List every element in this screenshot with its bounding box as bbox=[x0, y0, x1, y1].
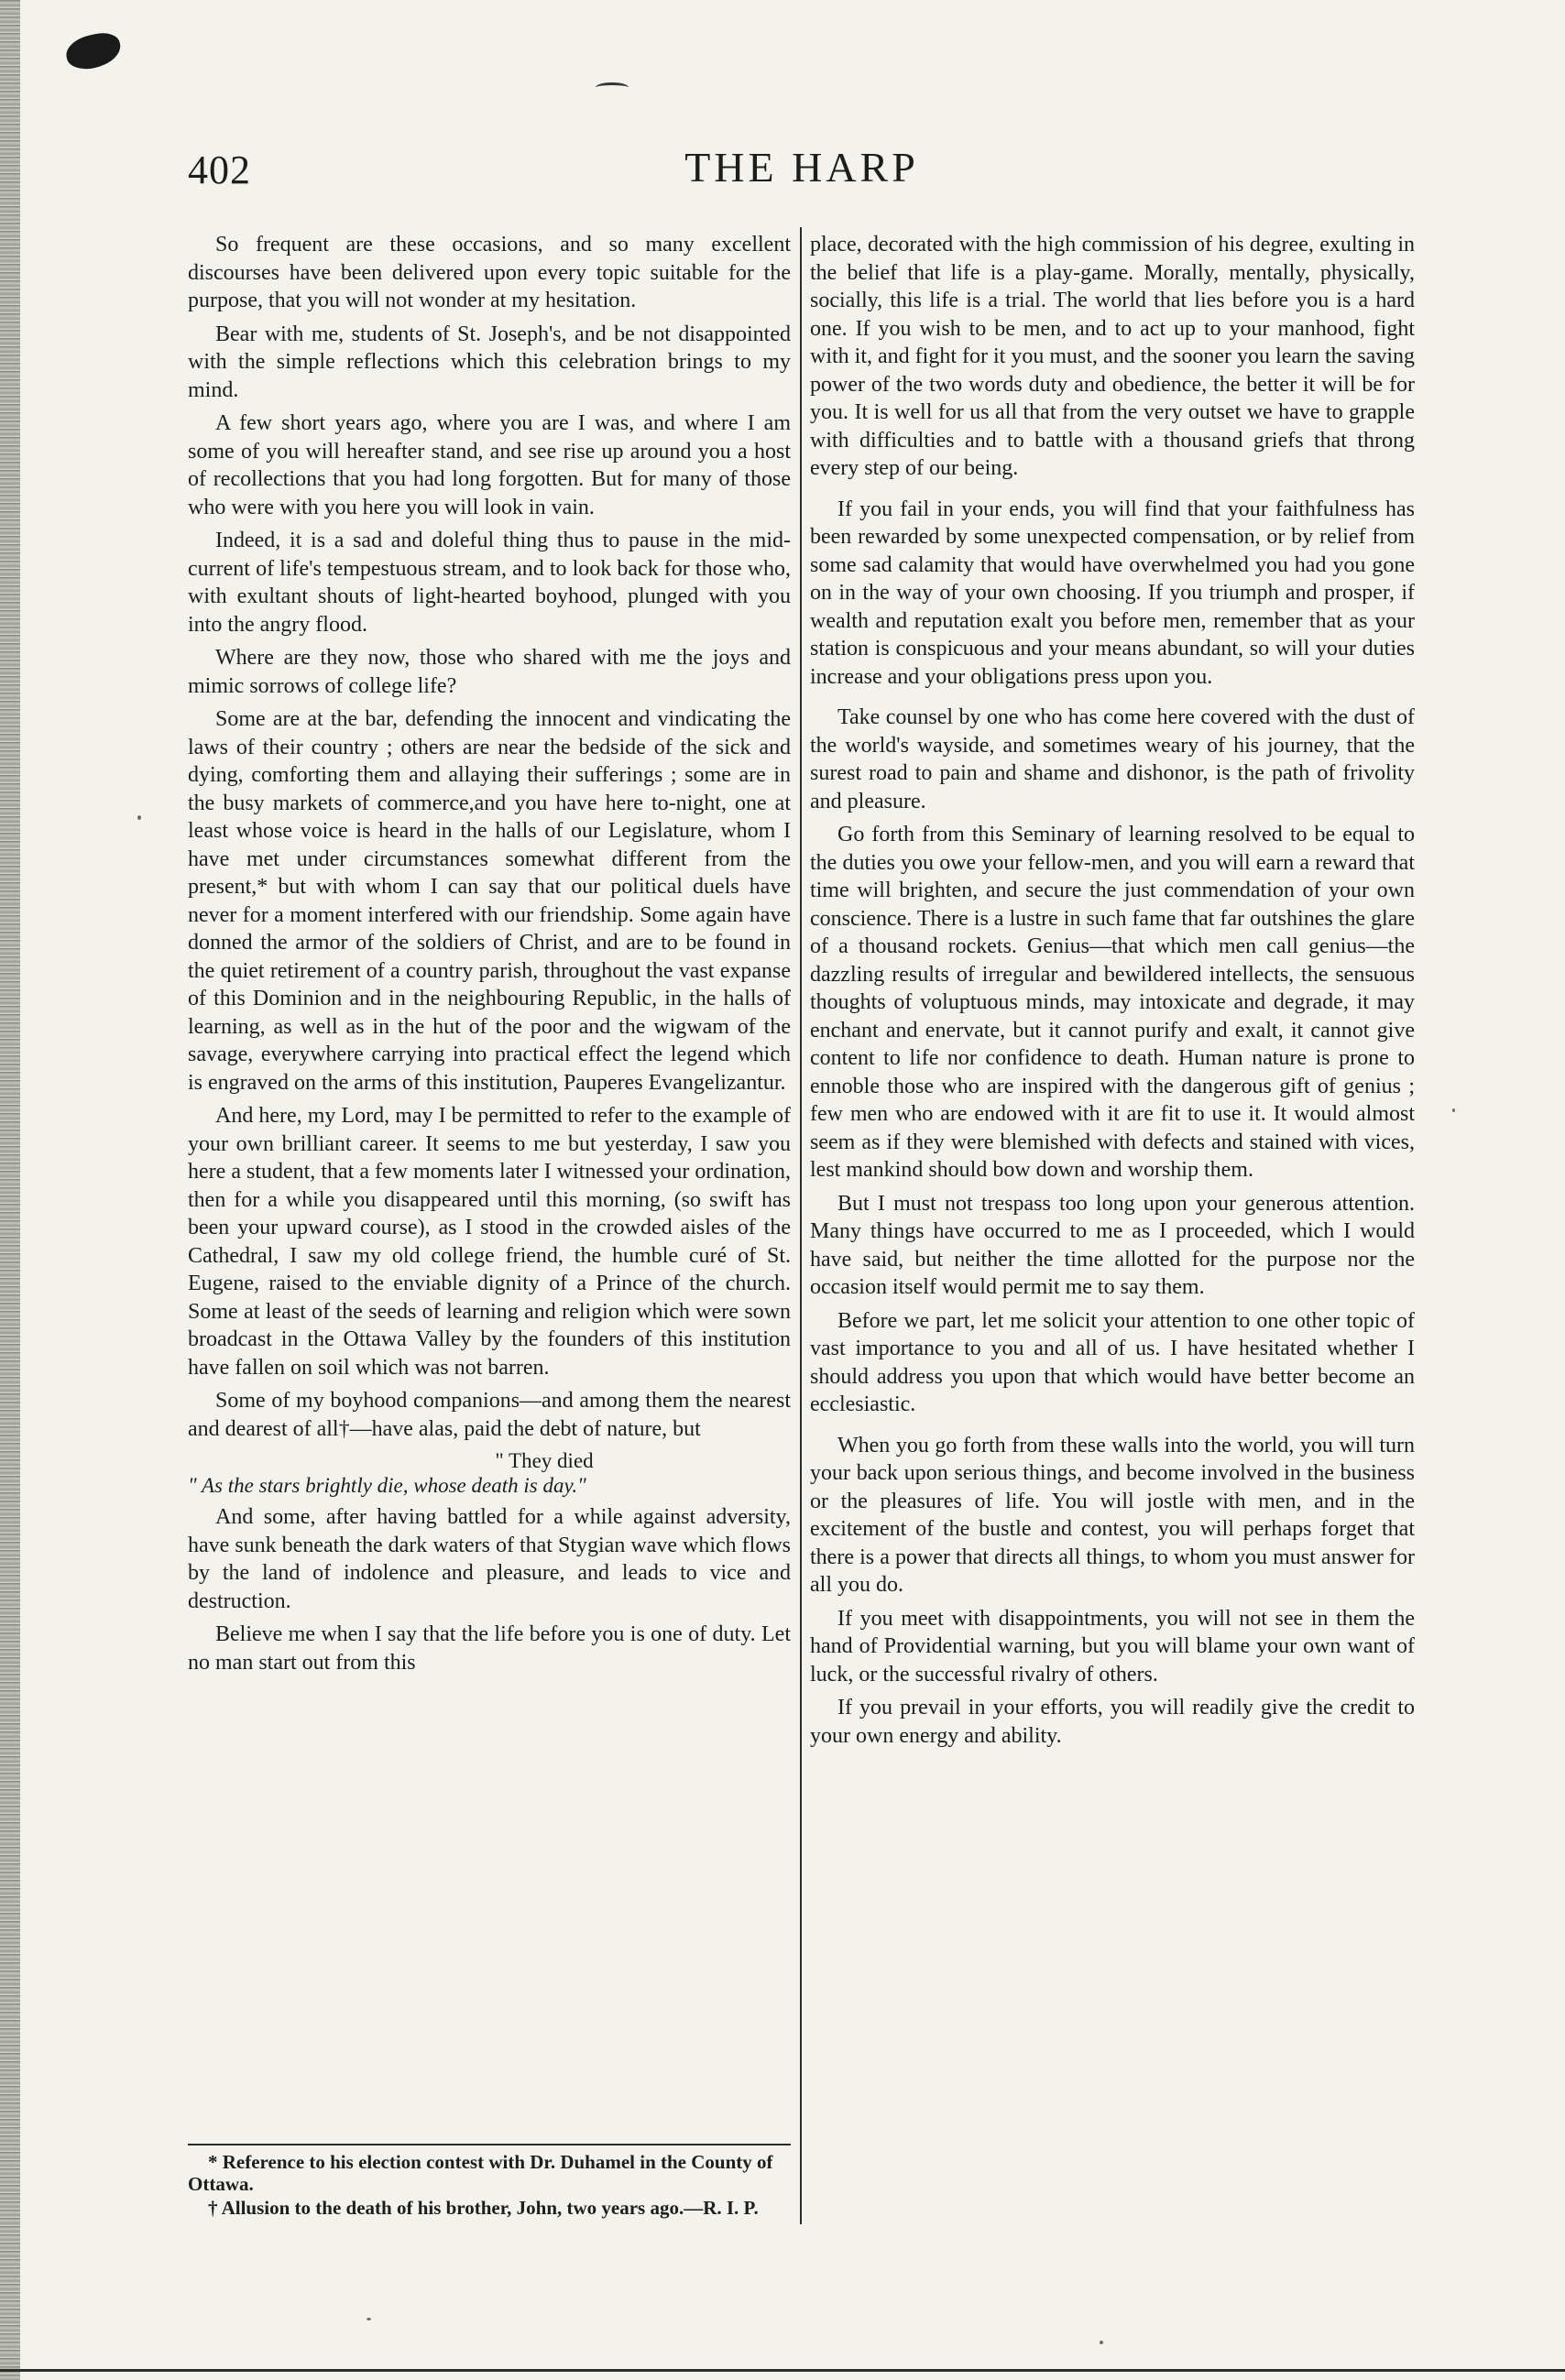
paragraph: place, decorated with the high commission of his degree, exulting in the belief that life is a play-game. Morally, mentally, physically, socially, this life is a trial. The world that lies before you is a hard one. If you wish to be men, and to act up to your manhood, fight with it, and fight for it you must, and the sooner you learn the saving power of the two words duty and obedience, the better it will be for you. It is well for us all that from the very outset we have to grapple with difficulties and to battle with a thousand griefs that throng every step of our being. bbox=[810, 233, 1415, 480]
paragraph: Go forth from this Seminary of learning resolved to be equal to the duties you owe your fellow-men, and you will earn a reward that time will brighten, and secure the just commendation of your own conscience. There is a lustre in such fame that far outshines the glare of a thousand rockets. Genius—that which men call genius—the dazzling results of irregular and bewildered intellects, the sensuous thoughts of voluptuous minds, may intoxicate and degrade, it may enchant and enervate, but it cannot purify and exalt, it cannot give content to life nor confidence to death. Human nature is prone to ennoble those who are inspired with the dangerous gift of genius ; few men who are endowed with it are fit to use it. It would almost seem as if they were blemished with defects and stained with vices, lest mankind should bow down and worship them. bbox=[810, 823, 1415, 1182]
quoted-verse bbox=[188, 1448, 791, 1498]
paragraph: Believe me when I say that the life before you is one of duty. Let no man start out from this bbox=[188, 1622, 791, 1675]
verse-line: " As the stars brightly die, whose death is day." bbox=[188, 1474, 586, 1497]
bottom-edge bbox=[0, 2369, 1565, 2372]
footnotes bbox=[188, 2144, 791, 2221]
paragraph: A few short years ago, where you are I was, and where I am some of you will hereafter stand, and see rise up around you a host of recollections that you had long forgotten. But for many of those who were with you here you will look in vain. bbox=[188, 411, 791, 519]
print-speck bbox=[1100, 2341, 1103, 2344]
page-number: 402 bbox=[188, 147, 251, 192]
paragraph: But I must not trespass too long upon your generous attention. Many things have occurred to me as I proceeded, which I would have said, but neither the time allotted for the purpose nor the occasion itself would permit me to say them. bbox=[810, 1191, 1415, 1299]
paragraph: When you go forth from these walls into the world, you will turn your back upon serious things, and become involved in the business or the pleasures of life. You will jostle with men, and in the excitement of the bustle and contest, you will perhaps forget that there is a power that directs all things, to whom you must answer for all you do. bbox=[810, 1433, 1415, 1597]
column-divider bbox=[800, 227, 802, 2224]
paragraph: Before we part, let me solicit your attention to one other topic of vast importance to you and all of us. I have hesitated whether I should address you upon that which would have better become an ecclesiastic. bbox=[810, 1308, 1415, 1416]
ink-mark bbox=[596, 82, 629, 93]
paragraph: Some of my boyhood companions—and among them the nearest and dearest of all†—have alas, paid the debt of nature, but bbox=[188, 1389, 791, 1441]
paragraph: Bear with me, students of St. Joseph's, and be not disappointed with the simple reflections which this celebration brings to my mind. bbox=[188, 322, 791, 402]
print-speck bbox=[1452, 1108, 1455, 1112]
page-header bbox=[188, 137, 1416, 202]
print-speck bbox=[137, 815, 141, 820]
running-head: THE HARP bbox=[684, 144, 919, 191]
paragraph: Some are at the bar, defending the innocent and vindicating the laws of their country ; others are near the bedside of the sick and dying, comforting them and allaying their sufferings ; some are in the busy markets of commerce,and you have here to-night, one at least whose voice is heard in the halls of our Legislature, whom I have met under circumstances somewhat different from the present,* but with whom I can say that our political duels have never for a moment interfered with our friendship. Some again have donned the armor of the soldiers of Christ, and are to be found in the quiet retirement of a country parish, throughout the vast expanse of this Dominion and in the neighbouring Republic, in the halls of learning, as well as in the hut of the poor and the wigwam of the savage, everywhere carrying into practical effect the legend which is engraved on the arms of this institution, Pauperes Evangelizantur. bbox=[188, 707, 791, 1095]
paragraph: Where are they now, those who shared with me the joys and mimic sorrows of college life? bbox=[188, 646, 791, 698]
paragraph: If you meet with disappointments, you will not see in them the hand of Providential warning, but you will blame your own want of luck, or the successful rivalry of others. bbox=[810, 1606, 1415, 1687]
paragraph: If you fail in your ends, you will find that your faithfulness has been rewarded by some unexpected compensation, or by relief from some sad calamity that would have overwhelmed you had you gone on in the way of your own choosing. If you triumph and prosper, if wealth and reputation exalt you before men, remember that as your station is conspicuous and your means abundant, so will your duties increase and your obligations press upon you. bbox=[810, 497, 1415, 689]
print-speck bbox=[367, 2318, 371, 2320]
paragraph: Indeed, it is a sad and doleful thing thus to pause in the mid-current of life's tempestuous stream, and to look back for those who, with exultant shouts of light-hearted boyhood, plunged with you into the angry flood. bbox=[188, 529, 791, 637]
paragraph: And here, my Lord, may I be permitted to refer to the example of your own brilliant career. It seems to me but yesterday, I saw you here a student, that a few moments later I witnessed your ordination, then for a while you disappeared until this morning, (so swift has been your upward course), as I stood in the crowded aisles of the Cathedral, I saw my old college friend, the humble curé of St. Eugene, raised to the enviable dignity of a Prince of the church. Some at least of the seeds of learning and religion which were sown broadcast in the Ottawa Valley by the founders of this institution have fallen on soil which was not barren. bbox=[188, 1104, 791, 1380]
paragraph: Take counsel by one who has come here covered with the dust of the world's wayside, and sometimes weary of his journey, that the surest road to pain and shame and dishonor, is the path of frivolity and pleasure. bbox=[810, 705, 1415, 813]
paragraph: So frequent are these occasions, and so many excellent discourses have been delivered upon every topic suitable for the purpose, that you will not wonder at my hesitation. bbox=[188, 233, 791, 312]
footnote: * Reference to his election contest with Dr. Duhamel in the County of Ottawa. bbox=[188, 2151, 773, 2195]
footnote: † Allusion to the death of his brother, John, two years ago.—R. I. P. bbox=[208, 2197, 759, 2219]
ink-blot bbox=[63, 29, 124, 73]
paragraph: And some, after having battled for a while against adversity, have sunk beneath the dark waters of that Stygian wave which flows by the land of indolence and pleasure, and leads to vice and destruction. bbox=[188, 1505, 791, 1613]
left-column bbox=[188, 231, 791, 1682]
paragraph: If you prevail in your efforts, you will readily give the credit to your own energy and ability. bbox=[810, 1696, 1415, 1748]
right-column bbox=[810, 231, 1415, 1755]
verse-line: " They died bbox=[495, 1449, 594, 1472]
binding-edge bbox=[0, 0, 20, 2380]
